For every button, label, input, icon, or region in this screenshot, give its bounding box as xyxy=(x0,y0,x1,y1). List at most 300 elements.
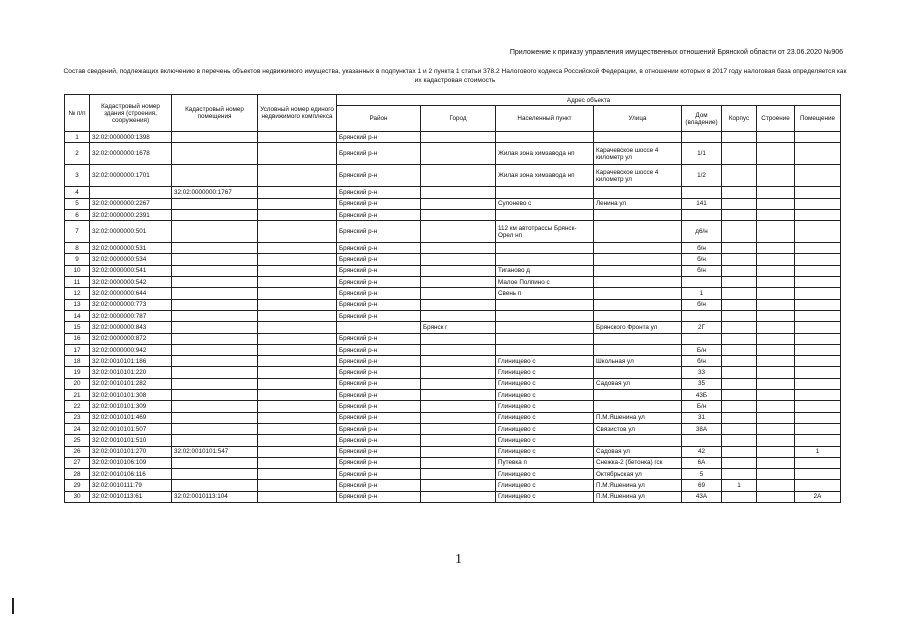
table-row xyxy=(65,299,841,310)
cell-city xyxy=(421,378,496,389)
cell-street: Садовая ул xyxy=(594,378,682,389)
table-row xyxy=(65,265,841,276)
cell-stroenie xyxy=(757,198,795,209)
table-row xyxy=(65,243,841,254)
cell-cad-building: 32:02:0000000:773 xyxy=(90,299,172,310)
col-street-header: Улица xyxy=(594,106,682,132)
col-stroenie-header: Строение xyxy=(757,106,795,132)
cell-cad-building: 32:02:0000000:1398 xyxy=(90,132,172,143)
document-title: Состав сведений, подлежащих включению в перечень объектов недвижимого имущества, указанных в подпунктах 1 и 2 пункта 1 статьи 378.2 Налогового кодекса Российской Федерации, в отношении которых в 2017 году налоговая база определяется как их кадастровая стоимость xyxy=(63,68,847,84)
cell-num: 20 xyxy=(65,378,90,389)
cell-locality: Путевка п xyxy=(496,457,594,468)
cell-district: Брянский р-н xyxy=(337,446,421,457)
cell-pomeschenie xyxy=(795,254,841,265)
cell-house: 141 xyxy=(682,198,722,209)
cell-pomeschenie xyxy=(795,132,841,143)
cell-cond-num xyxy=(258,243,337,254)
cell-cad-room xyxy=(172,221,258,243)
cell-cad-building: 32:02:0010106:116 xyxy=(90,469,172,480)
cell-locality: Малое Полпино с xyxy=(496,277,594,288)
cell-street xyxy=(594,333,682,344)
cell-cad-room xyxy=(172,367,258,378)
table-row xyxy=(65,491,841,502)
table-row xyxy=(65,457,841,468)
cell-pomeschenie xyxy=(795,423,841,434)
cell-stroenie xyxy=(757,344,795,355)
cell-pomeschenie xyxy=(795,412,841,423)
cell-street: Школьная ул xyxy=(594,356,682,367)
cell-cad-room xyxy=(172,378,258,389)
cell-num: 19 xyxy=(65,367,90,378)
cell-num: 8 xyxy=(65,243,90,254)
cell-locality xyxy=(496,132,594,143)
table-row xyxy=(65,423,841,434)
cell-house xyxy=(682,310,722,321)
cell-cad-room xyxy=(172,412,258,423)
cell-stroenie xyxy=(757,165,795,187)
cell-pomeschenie xyxy=(795,299,841,310)
cell-cad-building: 32:02:0000000:541 xyxy=(90,265,172,276)
cell-cad-building: 32:02:0010101:507 xyxy=(90,423,172,434)
cell-city xyxy=(421,446,496,457)
cell-cad-building: 32:02:0000000:531 xyxy=(90,243,172,254)
cell-num: 25 xyxy=(65,435,90,446)
cell-num: 3 xyxy=(65,165,90,187)
cell-district: Брянский р-н xyxy=(337,491,421,502)
cell-stroenie xyxy=(757,401,795,412)
cell-street xyxy=(594,265,682,276)
cell-house: 1 xyxy=(682,288,722,299)
cell-street xyxy=(594,187,682,198)
cell-locality xyxy=(496,243,594,254)
cell-house: 31 xyxy=(682,412,722,423)
cell-pomeschenie xyxy=(795,378,841,389)
cell-cad-building: 32:02:0000000:787 xyxy=(90,310,172,321)
cell-locality: Тиганово д xyxy=(496,265,594,276)
cell-city xyxy=(421,412,496,423)
cell-num: 1 xyxy=(65,132,90,143)
cell-cad-room xyxy=(172,469,258,480)
cell-street xyxy=(594,367,682,378)
cell-pomeschenie xyxy=(795,322,841,333)
cell-city xyxy=(421,423,496,434)
cell-cad-building: 32:02:0010101:469 xyxy=(90,412,172,423)
cell-stroenie xyxy=(757,356,795,367)
cell-district: Брянский р-н xyxy=(337,457,421,468)
cell-city xyxy=(421,132,496,143)
cell-district: Брянский р-н xyxy=(337,378,421,389)
cell-locality: Глинищево с xyxy=(496,446,594,457)
scan-edge-mark xyxy=(12,598,14,614)
cell-street xyxy=(594,310,682,321)
cell-cad-building: 32:02:0010101:220 xyxy=(90,367,172,378)
page-number: 1 xyxy=(455,552,462,567)
cell-num: 7 xyxy=(65,221,90,243)
address-group-header: Адрес объекта xyxy=(337,95,841,106)
cell-street xyxy=(594,288,682,299)
cell-street xyxy=(594,390,682,401)
cell-cond-num xyxy=(258,469,337,480)
cell-pomeschenie: 1 xyxy=(795,446,841,457)
cell-pomeschenie xyxy=(795,333,841,344)
cell-locality xyxy=(496,254,594,265)
cell-house: 38А xyxy=(682,423,722,434)
cell-district: Брянский р-н xyxy=(337,187,421,198)
cell-stroenie xyxy=(757,412,795,423)
cell-street xyxy=(594,435,682,446)
cell-cad-room: 32:02:0000000:1767 xyxy=(172,187,258,198)
cell-cad-building: 32:02:0010101:186 xyxy=(90,356,172,367)
cell-stroenie xyxy=(757,446,795,457)
cell-house: 1/1 xyxy=(682,143,722,165)
cell-stroenie xyxy=(757,299,795,310)
cell-cad-building: 32:02:0000000:644 xyxy=(90,288,172,299)
cell-stroenie xyxy=(757,310,795,321)
cell-num: 27 xyxy=(65,457,90,468)
cell-district xyxy=(337,322,421,333)
cell-street xyxy=(594,277,682,288)
cell-street: Карачевское шоссе 4 километр ул xyxy=(594,165,682,187)
cell-num: 28 xyxy=(65,469,90,480)
cell-korpus xyxy=(722,423,757,434)
table-row xyxy=(65,209,841,220)
cell-cad-building: 32:02:0000000:2391 xyxy=(90,209,172,220)
cell-pomeschenie xyxy=(795,401,841,412)
cell-city xyxy=(421,435,496,446)
cell-street xyxy=(594,344,682,355)
cell-korpus xyxy=(722,187,757,198)
cell-cond-num xyxy=(258,333,337,344)
cell-pomeschenie: 2А xyxy=(795,491,841,502)
col-locality-header: Населенный пункт xyxy=(496,106,594,132)
cell-cad-building: 32:02:0010111:79 xyxy=(90,480,172,491)
cell-city xyxy=(421,356,496,367)
cell-cond-num xyxy=(258,367,337,378)
cell-num: 15 xyxy=(65,322,90,333)
table-row xyxy=(65,187,841,198)
cell-house: б/н xyxy=(682,356,722,367)
cell-num: 21 xyxy=(65,390,90,401)
cell-city xyxy=(421,288,496,299)
cell-num: 29 xyxy=(65,480,90,491)
cell-cad-room xyxy=(172,310,258,321)
cell-korpus xyxy=(722,265,757,276)
col-city-header: Город xyxy=(421,106,496,132)
cell-korpus xyxy=(722,277,757,288)
cell-house: 43Б xyxy=(682,390,722,401)
cell-street xyxy=(594,254,682,265)
cell-cad-room xyxy=(172,423,258,434)
cell-city xyxy=(421,198,496,209)
cell-cond-num xyxy=(258,412,337,423)
cell-num: 18 xyxy=(65,356,90,367)
cell-pomeschenie xyxy=(795,165,841,187)
cell-district: Брянский р-н xyxy=(337,367,421,378)
cell-cad-building: 32:02:0000000:872 xyxy=(90,333,172,344)
cell-cond-num xyxy=(258,187,337,198)
cell-locality xyxy=(496,310,594,321)
cell-cad-room xyxy=(172,480,258,491)
cell-korpus xyxy=(722,491,757,502)
table-row xyxy=(65,446,841,457)
cell-cond-num xyxy=(258,356,337,367)
cell-cad-building: 32:02:0000000:843 xyxy=(90,322,172,333)
cell-korpus xyxy=(722,243,757,254)
cell-district: Брянский р-н xyxy=(337,221,421,243)
cell-house: б/н xyxy=(682,265,722,276)
cell-korpus xyxy=(722,446,757,457)
cell-cad-building: 32:02:0000000:1701 xyxy=(90,165,172,187)
cell-cad-building: 32:02:0010101:308 xyxy=(90,390,172,401)
table-row xyxy=(65,143,841,165)
cell-city xyxy=(421,333,496,344)
cell-locality xyxy=(496,322,594,333)
cell-city xyxy=(421,209,496,220)
cell-locality: Глинищево с xyxy=(496,423,594,434)
cell-locality: Глинищево с xyxy=(496,401,594,412)
cell-cad-room xyxy=(172,401,258,412)
cell-cad-room xyxy=(172,356,258,367)
cell-locality: Жилая зона химзавода нп xyxy=(496,165,594,187)
cell-city xyxy=(421,344,496,355)
cell-cad-room xyxy=(172,277,258,288)
cell-korpus xyxy=(722,299,757,310)
cell-pomeschenie xyxy=(795,209,841,220)
cell-cad-room xyxy=(172,143,258,165)
cell-district: Брянский р-н xyxy=(337,412,421,423)
cell-cad-building: 32:02:0010101:282 xyxy=(90,378,172,389)
cell-locality xyxy=(496,209,594,220)
cell-locality: Глинищево с xyxy=(496,480,594,491)
cell-stroenie xyxy=(757,209,795,220)
cell-district: Брянский р-н xyxy=(337,288,421,299)
cell-cond-num xyxy=(258,310,337,321)
cell-cad-building: 32:02:0010106:109 xyxy=(90,457,172,468)
cell-district: Брянский р-н xyxy=(337,254,421,265)
cell-house: Б/н xyxy=(682,344,722,355)
cell-district: Брянский р-н xyxy=(337,143,421,165)
cell-stroenie xyxy=(757,288,795,299)
cell-city xyxy=(421,243,496,254)
cell-num: 2 xyxy=(65,143,90,165)
cell-stroenie xyxy=(757,457,795,468)
table-row xyxy=(65,412,841,423)
cell-korpus xyxy=(722,221,757,243)
cell-num: 11 xyxy=(65,277,90,288)
cell-house xyxy=(682,132,722,143)
cell-house: Б/н xyxy=(682,401,722,412)
cell-pomeschenie xyxy=(795,143,841,165)
cell-korpus xyxy=(722,288,757,299)
cell-cad-room xyxy=(172,435,258,446)
cell-locality: Глинищево с xyxy=(496,435,594,446)
col-cad-room-header: Кадастровый номер помещения xyxy=(172,95,258,132)
cell-stroenie xyxy=(757,390,795,401)
cell-cad-room xyxy=(172,254,258,265)
cell-house xyxy=(682,187,722,198)
cell-stroenie xyxy=(757,132,795,143)
cell-stroenie xyxy=(757,265,795,276)
cell-cad-room xyxy=(172,165,258,187)
cell-stroenie xyxy=(757,423,795,434)
table-row xyxy=(65,401,841,412)
table-row xyxy=(65,480,841,491)
cell-city xyxy=(421,480,496,491)
cell-cad-building: 32:02:0010101:510 xyxy=(90,435,172,446)
table-row xyxy=(65,469,841,480)
cell-city xyxy=(421,265,496,276)
cell-house: 35 xyxy=(682,378,722,389)
cell-locality xyxy=(496,187,594,198)
cell-city xyxy=(421,165,496,187)
cell-stroenie xyxy=(757,435,795,446)
cell-num: 6 xyxy=(65,209,90,220)
cell-korpus xyxy=(722,143,757,165)
cell-cond-num xyxy=(258,265,337,276)
cell-house: д6/н xyxy=(682,221,722,243)
cell-city xyxy=(421,491,496,502)
cell-num: 13 xyxy=(65,299,90,310)
cell-district: Брянский р-н xyxy=(337,165,421,187)
col-cad-building-header: Кадастровый номер здания (строения, сооружения) xyxy=(90,95,172,132)
cell-num: 17 xyxy=(65,344,90,355)
appendix-note: Приложение к приказу управления имущественных отношений Брянской области от 23.06.2020 №906 xyxy=(509,49,843,56)
cell-city xyxy=(421,143,496,165)
cell-street: Садовая ул xyxy=(594,446,682,457)
cell-district: Брянский р-н xyxy=(337,132,421,143)
cell-num: 23 xyxy=(65,412,90,423)
table-row xyxy=(65,198,841,209)
cell-cond-num xyxy=(258,221,337,243)
cell-district: Брянский р-н xyxy=(337,243,421,254)
cell-korpus xyxy=(722,333,757,344)
table-row xyxy=(65,356,841,367)
cell-korpus xyxy=(722,344,757,355)
cell-street: Карачевское шоссе 4 километр ул xyxy=(594,143,682,165)
cell-street: П.М.Яшенина ул xyxy=(594,412,682,423)
cell-district: Брянский р-н xyxy=(337,344,421,355)
cell-district: Брянский р-н xyxy=(337,435,421,446)
cell-locality xyxy=(496,344,594,355)
cell-cond-num xyxy=(258,277,337,288)
cell-district: Брянский р-н xyxy=(337,480,421,491)
cell-cad-room xyxy=(172,198,258,209)
cell-stroenie xyxy=(757,480,795,491)
cell-street: Октябрьская ул xyxy=(594,469,682,480)
cell-cad-room xyxy=(172,390,258,401)
cell-korpus xyxy=(722,310,757,321)
cell-cad-building xyxy=(90,187,172,198)
cell-pomeschenie xyxy=(795,277,841,288)
cell-stroenie xyxy=(757,378,795,389)
cell-num: 14 xyxy=(65,310,90,321)
cell-street: Ленина ул xyxy=(594,198,682,209)
cell-district: Брянский р-н xyxy=(337,299,421,310)
cell-pomeschenie xyxy=(795,221,841,243)
cell-house: 5 xyxy=(682,469,722,480)
cell-korpus xyxy=(722,356,757,367)
cell-locality: Глинищево с xyxy=(496,378,594,389)
cell-district: Брянский р-н xyxy=(337,390,421,401)
col-pomeschenie-header: Помещение xyxy=(795,106,841,132)
cell-cond-num xyxy=(258,288,337,299)
cell-stroenie xyxy=(757,277,795,288)
cell-house: 1/2 xyxy=(682,165,722,187)
cell-korpus xyxy=(722,469,757,480)
col-district-header: Район xyxy=(337,106,421,132)
cell-cond-num xyxy=(258,378,337,389)
cell-cond-num xyxy=(258,254,337,265)
col-house-header: Дом (владение) xyxy=(682,106,722,132)
cell-city xyxy=(421,401,496,412)
cell-house xyxy=(682,435,722,446)
cell-cond-num xyxy=(258,491,337,502)
cell-stroenie xyxy=(757,254,795,265)
cell-pomeschenie xyxy=(795,198,841,209)
cell-stroenie xyxy=(757,143,795,165)
cell-city xyxy=(421,367,496,378)
cell-cad-room xyxy=(172,322,258,333)
cell-num: 24 xyxy=(65,423,90,434)
cell-cad-building: 32:02:0000000:534 xyxy=(90,254,172,265)
cell-locality xyxy=(496,299,594,310)
cell-house: б/н xyxy=(682,299,722,310)
cell-pomeschenie xyxy=(795,310,841,321)
table-row xyxy=(65,288,841,299)
table-row xyxy=(65,367,841,378)
cell-stroenie xyxy=(757,333,795,344)
cell-cad-building: 32:02:0010101:309 xyxy=(90,401,172,412)
cell-cond-num xyxy=(258,446,337,457)
cell-locality: Глинищево с xyxy=(496,367,594,378)
cell-pomeschenie xyxy=(795,390,841,401)
table-row xyxy=(65,344,841,355)
cell-house: 2Г xyxy=(682,322,722,333)
cell-street: П.М.Яшенина ул xyxy=(594,480,682,491)
cell-pomeschenie xyxy=(795,265,841,276)
table-row xyxy=(65,333,841,344)
cell-cad-room xyxy=(172,209,258,220)
cell-pomeschenie xyxy=(795,469,841,480)
cell-cond-num xyxy=(258,143,337,165)
cell-street: П.М.Яшенина ул xyxy=(594,491,682,502)
table-row xyxy=(65,378,841,389)
cell-pomeschenie xyxy=(795,288,841,299)
cell-cond-num xyxy=(258,322,337,333)
cell-korpus xyxy=(722,322,757,333)
cell-korpus xyxy=(722,457,757,468)
cell-cond-num xyxy=(258,457,337,468)
cell-cond-num xyxy=(258,299,337,310)
cell-city xyxy=(421,457,496,468)
cell-house: б/н xyxy=(682,254,722,265)
cell-district: Брянский р-н xyxy=(337,310,421,321)
cell-city xyxy=(421,221,496,243)
cell-locality: Жилая зона химзавода нп xyxy=(496,143,594,165)
cell-street: Снежка-2 (бетонка) гск xyxy=(594,457,682,468)
cell-stroenie xyxy=(757,221,795,243)
table-row xyxy=(65,132,841,143)
cell-pomeschenie xyxy=(795,344,841,355)
cell-stroenie xyxy=(757,187,795,198)
col-cond-num-header: Условный номер единого недвижимого комплекса xyxy=(258,95,337,132)
cell-house: 42 xyxy=(682,446,722,457)
cell-street xyxy=(594,299,682,310)
cell-city: Брянск г xyxy=(421,322,496,333)
cell-district: Брянский р-н xyxy=(337,198,421,209)
cell-district: Брянский р-н xyxy=(337,356,421,367)
cell-locality: Глинищево с xyxy=(496,390,594,401)
